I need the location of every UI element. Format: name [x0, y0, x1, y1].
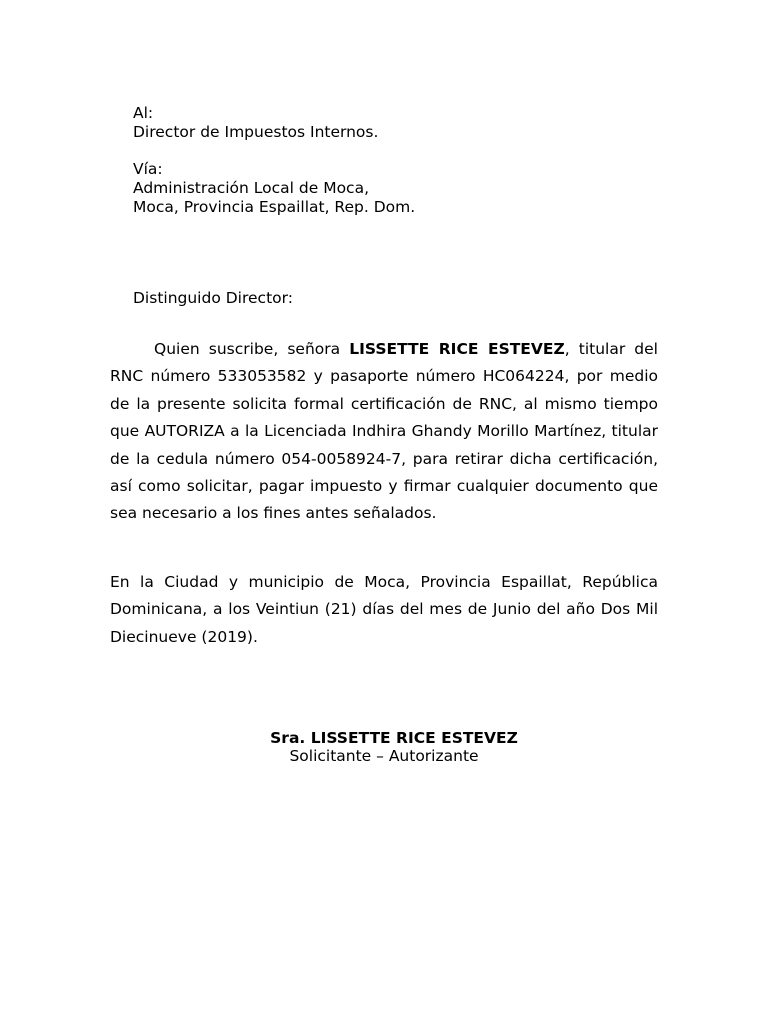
body-lead-text: Quien suscribe, señora — [154, 340, 350, 358]
via-location: Moca, Provincia Espaillat, Rep. Dom. — [133, 198, 416, 216]
recipient-label: Al: — [133, 104, 154, 122]
salutation: Distinguido Director: — [133, 289, 293, 307]
body-paragraph-place-date: En la Ciudad y municipio de Moca, Provincia Espaillat, República Dominicana, a los Veintiun (21) días del mes de Junio del año Dos Mil Diecinueve (2019). — [110, 573, 658, 646]
body-paragraph-request — [110, 336, 658, 528]
signature-role: Solicitante – Autorizante — [289, 747, 479, 765]
via-label: Vía: — [133, 160, 163, 178]
body-request-text: , titular del RNC número 533053582 y pasaporte número HC064224, por medio de la presente solicita formal certificación de RNC, al mismo tiempo que AUTORIZA a la Licenciada Indhira Ghandy Morillo Martínez, titular de la cedula número 054-0058924-7, para retirar dicha certificación, así como solicitar, pagar impuesto y firmar cualquier documento que sea necesario a los fines antes señalados. — [110, 340, 658, 523]
signature-name: Sra. LISSETTE RICE ESTEVEZ — [270, 729, 518, 747]
applicant-name: LISSETTE RICE ESTEVEZ — [349, 340, 565, 358]
recipient-name: Director de Impuestos Internos. — [133, 123, 379, 141]
via-office: Administración Local de Moca, — [133, 179, 369, 197]
